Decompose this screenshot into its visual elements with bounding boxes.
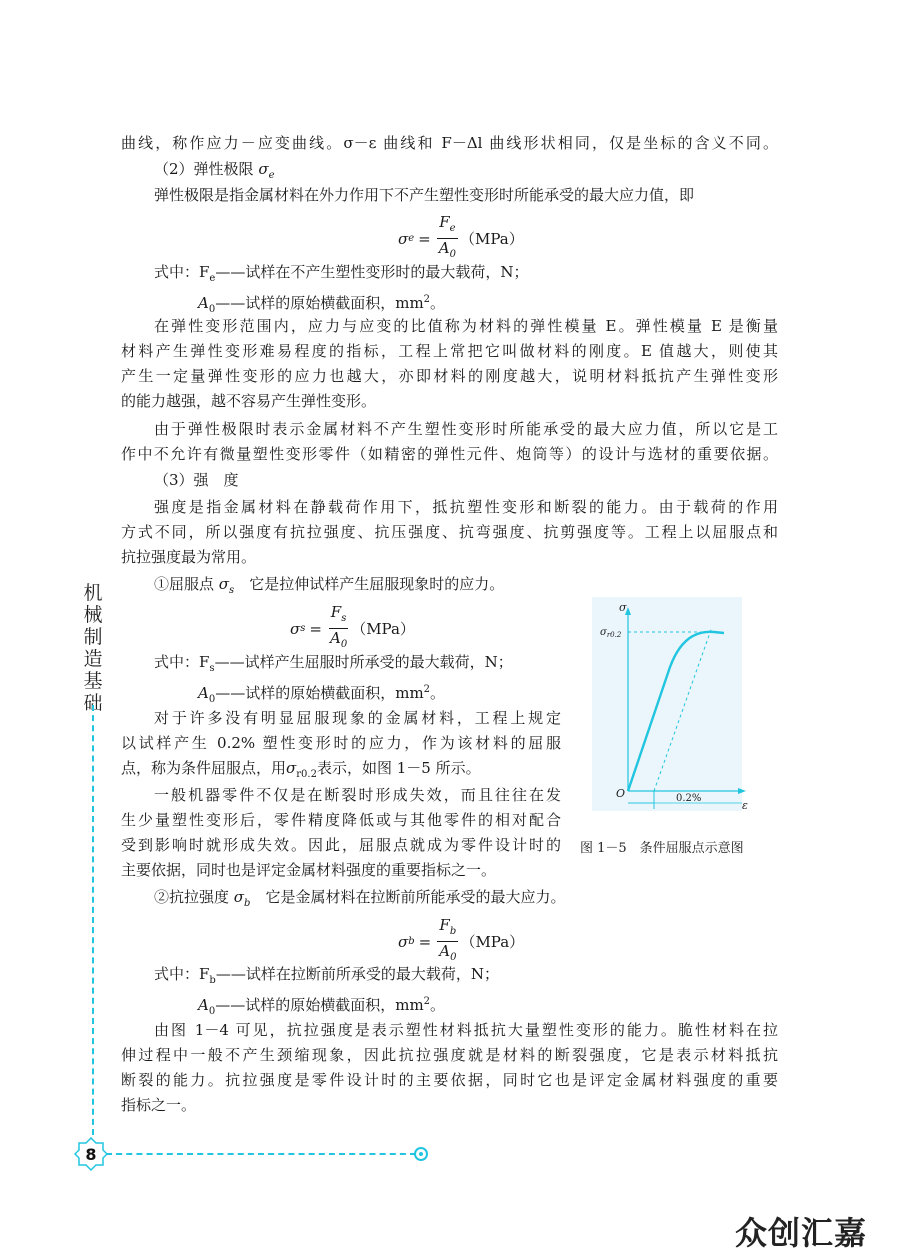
text-line: 方式不同，所以强度有抗拉强度、抗压强度、抗弯强度、抗剪强度等。工程上以屈服点和 (121, 523, 778, 541)
text-line: 在弹性变形范围内，应力与应变的比值称为材料的弹性模量 E。弹性模量 E 是衡量 (154, 317, 778, 335)
definition-line: $A_0——$试样的原始横截面积，$mm^2$。 (198, 684, 446, 705)
heading-strength: （3）强 度 (154, 471, 239, 489)
definition-line: 式中：$F_e——$试样在不产生塑性变形时的最大载荷，N； (154, 263, 529, 284)
formula-yield-point: σ s = $\frac{F_s}{A_0}$ （MPa） (290, 603, 415, 650)
text-line: 受到影响时就形成失效。因此，屈服点就成为零件设计时的 (121, 836, 561, 854)
heading-elastic-limit: （2）弹性极限 $\sigma_e$ (154, 160, 275, 181)
yield-point-heading: ①屈服点 $\sigma_s$ 它是拉伸试样产生屈服现象时的应力。 (154, 575, 505, 596)
bottom-dashed-line (106, 1153, 416, 1155)
definition-line: $A_0——$试样的原始横截面积，$mm^2$。 (198, 996, 446, 1017)
text-line: 弹性极限是指金属材料在外力作用下不产生塑性变形时所能承受的最大应力值，即 (154, 186, 695, 204)
offset-label: 0.2% (676, 793, 702, 804)
side-book-title: 机械制造基础 (83, 582, 103, 714)
text-line: 对于许多没有明显屈服现象的金属材料，工程上规定 (154, 709, 561, 727)
text-line: 强度是指金属材料在静载荷作用下，抵抗塑性变形和断裂的能力。由于载荷的作用 (154, 498, 778, 516)
text-line: 由于弹性极限时表示金属材料不产生塑性变形时所能承受的最大应力值，所以它是工 (154, 420, 778, 438)
yield-label: $\sigma_{r0.2}$ (600, 627, 622, 639)
text-line: 作中不允许有微量塑性变形零件（如精密的弹性元件、炮筒等）的设计与选材的重要依据。 (121, 445, 778, 463)
text-line: 的能力越强，越不容易产生弹性变形。 (121, 392, 377, 410)
x-axis-label: ε (742, 799, 748, 812)
text-line: 指标之一。 (121, 1096, 197, 1114)
text-line: 生少量塑性变形后，零件精度降低或与其他零件的相对配合 (121, 811, 561, 829)
text-line: 伸过程中一般不产生颈缩现象，因此抗拉强度就是材料的断裂强度，它是表示材料抵抗 (121, 1046, 778, 1064)
figure-conditional-yield-point (592, 597, 752, 822)
definition-line: 式中：$F_s——$试样产生屈服时所承受的最大载荷，N； (154, 653, 513, 674)
definition-line: $A_0——$试样的原始横截面积，$mm^2$。 (198, 294, 446, 315)
page-number: 8 (85, 1144, 97, 1164)
tensile-strength-heading: ②抗拉强度 $\sigma_b$ 它是金属材料在拉断前所能承受的最大应力。 (154, 888, 566, 909)
text-line: 抗拉强度最为常用。 (121, 548, 257, 566)
figure-caption: 图 1－5 条件屈服点示意图 (580, 841, 744, 856)
figure-background (592, 597, 742, 811)
text-line: 一般机器零件不仅是在断裂时形成失效，而且往往在发 (154, 786, 561, 804)
origin-label: O (616, 787, 626, 800)
text-line: 材料产生弹性变形难易程度的指标，工程上常把它叫做材料的刚度。E 值越大，则使其 (121, 342, 778, 360)
side-dashed-line (92, 705, 94, 1135)
text-line: 以试样产生 0.2% 塑性变形时的应力，作为该材料的屈服 (121, 734, 561, 752)
dashed-line-end-dot (414, 1147, 428, 1161)
definition-line: 式中：$F_b——$试样在拉断前所承受的最大载荷，N； (154, 965, 499, 986)
text-line: 产生一定量弹性变形的应力也越大，亦即材料的刚度越大，说明材料抵抗产生弹性变形 (121, 367, 778, 385)
text-line: 点，称为条件屈服点，用$\sigma_{r0.2}$表示，如图 1－5 所示。 (121, 759, 481, 780)
text-line: 由图 1－4 可见，抗拉强度是表示塑性材料抵抗大量塑性变形的能力。脆性材料在拉 (154, 1021, 778, 1039)
watermark-logo: 众创汇嘉 (735, 1214, 868, 1252)
formula-tensile-strength: σ b = $\frac{F_b}{A_0}$ （MPa） (398, 916, 525, 963)
text-line: 断裂的能力。抗拉强度是零件设计时的主要依据，同时它也是评定金属材料强度的重要 (121, 1071, 778, 1089)
text-line: 主要依据，同时也是评定金属材料强度的重要指标之一。 (121, 861, 497, 879)
y-axis-label: σ (619, 601, 627, 614)
formula-elastic-limit: σ e = $\frac{F_e}{A_0}$ （MPa） (398, 213, 524, 260)
text-line: 曲线，称作应力－应变曲线。σ－ε 曲线和 F－Δl 曲线形状相同，仅是坐标的含义不同。 (121, 134, 778, 152)
